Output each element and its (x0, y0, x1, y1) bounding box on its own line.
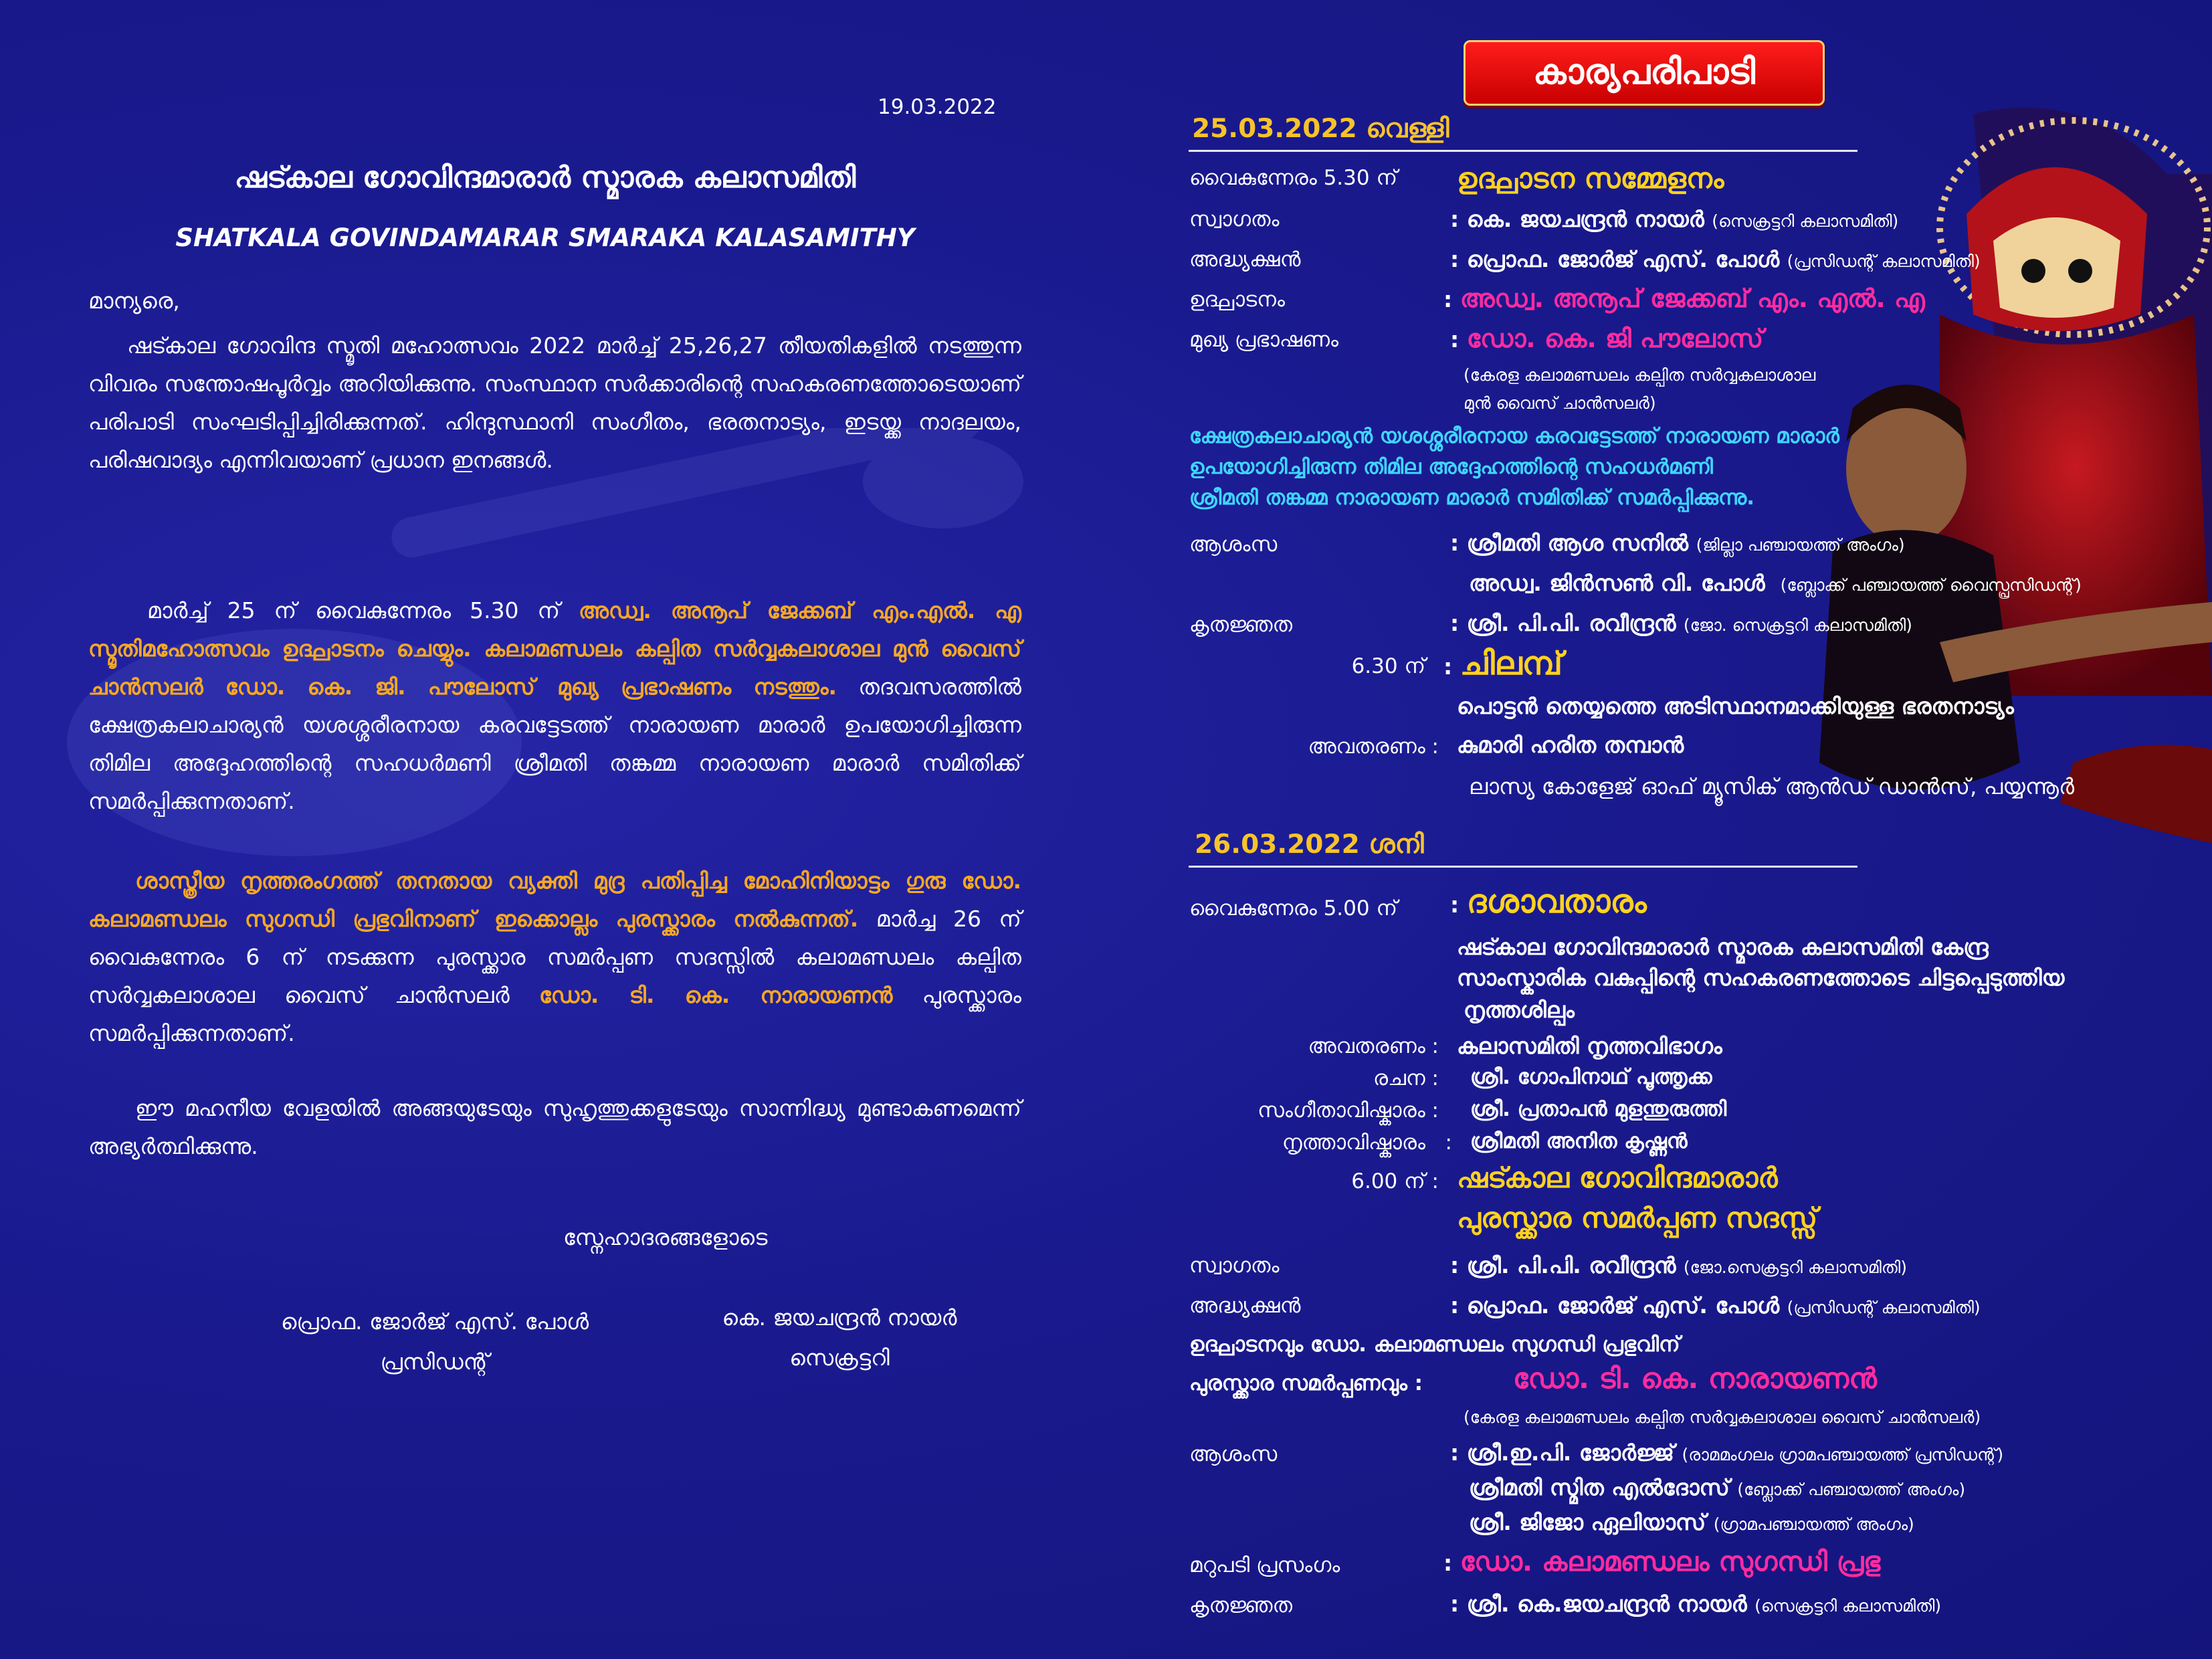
d2-greet1-value: : ശ്രീ.ഇ.പി. ജോർജ്ജ് (രാമമംഗലം ഗ്രാമപഞ്ചായത്ത് പ്രസിഡന്റ്) (1450, 1440, 2004, 1466)
closing-greeting: സ്നേഹാദരങ്ങളോടെ (563, 1224, 768, 1250)
greet1-value: : ശ്രീമതി ആശ സനിൽ (ജില്ലാ പഞ്ചായത്ത് അംഗം) (1450, 530, 1905, 556)
award-presenter: ഡോ. ടി. കെ. നാരായണൻ (1513, 1362, 1877, 1395)
racha-value: ശ്രീ. ഗോപിനാഥ് പൂത്തൃക്ക (1470, 1065, 1712, 1089)
speech-note-1: (കേരള കലാമണ്ഡലം കല്പിത സർവ്വകലാശാല (1464, 365, 1816, 385)
chilambu-title: : ചിലമ്പ് (1443, 645, 1563, 682)
organization-name-malayalam: ഷട്കാല ഗോവിന്ദമാരാർ സ്മാരക കലാസമിതി (234, 161, 856, 195)
signature-president (254, 1302, 615, 1382)
music-value: ശ്രീ. പ്രതാപൻ മുളന്തുരുത്തി (1470, 1097, 1727, 1121)
d2-time: വൈകുന്നേരം 5.00 ന് (1189, 896, 1398, 920)
chair-value: : പ്രൊഫ. ജോർജ് എസ്. പോൾ (പ്രസിഡന്റ് കലാസമിതി) (1450, 246, 1981, 272)
perf-value: കുമാരി ഹരിത തമ്പാൻ (1457, 732, 1684, 758)
welcome-label: സ്വാഗതം (1189, 207, 1280, 231)
letter-date: 19.03.2022 (878, 95, 997, 119)
reply-value: : ഡോ. കലാമണ്ഡലം സുഗന്ധി പ്രഭു (1443, 1547, 1881, 1577)
secretary-name: കെ. ജയചന്ദ്രൻ നായർ (722, 1304, 957, 1331)
president-role: പ്രസിഡന്റ് (380, 1349, 490, 1375)
music-label: സംഗീതാവിഷ്കാരം : (1258, 1098, 1439, 1123)
day2-divider (1189, 866, 1857, 868)
award-presenter-note: (കേരള കലാമണ്ഡലം കല്പിത സർവ്വകലാശാല വൈസ് ചാൻസലർ) (1464, 1407, 1981, 1427)
thanks-value: : ശ്രീ. പി.പി. രവീന്ദ്രൻ (ജോ. സെക്രട്ടറി കലാസമിതി) (1450, 610, 1912, 636)
d2-perf-label: അവതരണം : (1308, 1034, 1439, 1058)
inauguration-label: ഉദ്ഘാടനം (1189, 288, 1285, 312)
inauguration-value: : അഡ്വ. അനൂപ് ജേക്കബ് എം. എൽ. എ (1443, 284, 1925, 313)
d1-event: ഉദ്ഘാടന സമ്മേളനം (1457, 162, 1724, 195)
greet2-value: അഡ്വ. ജിൻസൺ വി. പോൾ (ബ്ലോക്ക് പഞ്ചായത്ത് വൈസ്പ്രസിഡന്റ്) (1469, 570, 2082, 596)
perf-label: അവതരണം : (1308, 735, 1439, 759)
d2-welcome-value: : ശ്രീ. പി.പി. രവീന്ദ്രൻ (ജോ.സെക്രട്ടറി കലാസമിതി) (1450, 1252, 1907, 1278)
day1-divider (1189, 150, 1857, 152)
program-title: കാര്യപരിപാടി (1464, 40, 1825, 106)
d2-event: : ദശാവതാരം (1450, 883, 1647, 920)
letter-paragraph-3: ശാസ്ത്രീയ നൃത്തരംഗത്ത് തനതായ വ്യക്തി മുദ്ര പതിപ്പിച്ച മോഹിനിയാട്ടം ഗുരു ഡോ. കലാമണ്ഡലം സുഗന്ധി പ്രഭുവിനാണ് ഇക്കൊല്ലം പുരസ്ക്കാരം നൽകുന്നത്. മാർച്ച 26 ന് വൈകുന്നേരം 6 ന് നടക്കുന്ന പുരസ്ക്കാര സമർപ്പണ സദസ്സിൽ കലാമണ്ഡലം കല്പിത സർവ്വകലാശാല വൈസ് ചാൻസലർ ഡോ. ടി. കെ. നാരായണൻ പുരസ്ക്കാരം സമർപ്പിക്കുന്നതാണ്. (88, 868, 1022, 1046)
d2-desc-1: ഷട്കാല ഗോവിന്ദമാരാർ സ്മാരക കലാസമിതി കേന്ദ്ര (1457, 934, 1989, 960)
letter-paragraph-2: മാർച്ച് 25 ന് വൈകുന്നേരം 5.30 ന് അഡ്വ. അനൂപ് ജേക്കബ് എം.എൽ. എ സ്മൃതിമഹോത്സവം ഉദ്ഘാടനം ചെയ്യും. കലാമണ്ഡലം കല്പിത സർവ്വകലാശാല മുൻ വൈസ് ചാൻസലർ ഡോ. കെ. ജി. പൗലോസ് മുഖ്യ പ്രഭാഷണം നടത്തും. തദവസരത്തിൽ ക്ഷേത്രകലാചാര്യൻ യശശ്ശരീരനായ കരവട്ടേടത്ത് നാരായണ മാരാർ ഉപയോഗിച്ചിരുന്ന തിമില അദ്ദേഹത്തിന്റെ സഹധർമണി ശ്രീമതി തങ്കമ്മ നാരായണ മാരാർ സമിതിക്ക് സമർപ്പിക്കുന്നതാണ്. (88, 597, 1021, 814)
thimila-dedication-1: ക്ഷേത്രകലാചാര്യൻ യശശ്ശരീരനായ കരവട്ടേടത്ത് നാരായണ മാരാർ (1189, 424, 1839, 448)
speech-label: മുഖ്യ പ്രഭാഷണം (1189, 328, 1338, 352)
chilambu-description: പൊട്ടൻ തെയ്യത്തെ അടിസ്ഥാനമാക്കിയുള്ള ഭരതനാട്യം (1457, 693, 2014, 719)
thanks-label: കൃതജ്ഞത (1189, 613, 1293, 637)
letter-paragraph-4: ഈ മഹനീയ വേളയിൽ അങ്ങയുടേയും സുഹൃത്തുക്കളുടേയും സാന്നിദ്ധ്യ മുണ്ടാകണമെന്ന് അഭ്യർത്ഥിക്കുന്നു. (88, 1095, 1021, 1159)
d2-thanks-value: : ശ്രീ. കെ.ജയചന്ദ്രൻ നായർ (സെക്രട്ടറി കലാസമിതി) (1450, 1591, 1942, 1617)
salutation: മാന്യരെ, (88, 288, 180, 314)
organization-name-english: SHATKALA GOVINDAMARAR SMARAKA KALASAMITHY (175, 223, 915, 252)
d2-perf-value: കലാസമിതി നൃത്തവിഭാഗം (1457, 1033, 1722, 1059)
thimila-dedication-2: ഉപയോഗിച്ചിരുന്ന തിമില അദ്ദേഹത്തിന്റെ സഹധർമണി (1189, 455, 1713, 479)
speech-value: : ഡോ. കെ. ജി പൗലോസ് (1450, 324, 1764, 353)
letter-paragraph-1: ഷട്കാല ഗോവിന്ദ സ്മൃതി മഹോത്സവം 2022 മാർച്ച് 25,26,27 തീയതികളിൽ നടത്തുന്ന വിവരം സന്തോഷപൂർവ്വം അറിയിക്കുന്നു. സംസ്ഥാന സർക്കാരിന്റെ സഹകരണത്തോടെയാണ് പരിപാടി സംഘടിപ്പിച്ചിരിക്കുന്നത്. ഹിന്ദുസ്ഥാനി സംഗീതം, ഭരതനാട്യം, ഇടയ്ക്ക നാദലയം, പരിഷവാദ്യം എന്നിവയാണ് പ്രധാന ഇനങ്ങൾ. (88, 332, 1021, 473)
dance-label: നൃത്താവിഷ്കാരം : (1282, 1131, 1452, 1155)
award-inauguration-line-2: പുരസ്ക്കാര സമർപ്പണവും : (1189, 1371, 1423, 1395)
time-600: 6.00 ന് : (1351, 1169, 1439, 1193)
d1-time: വൈകുന്നേരം 5.30 ന് (1189, 166, 1398, 190)
perf-institution: ലാസ്യ കോളേജ് ഓഫ് മ്യൂസിക് ആൻഡ് ഡാൻസ്, പയ്യന്നൂർ (1469, 773, 2075, 799)
welcome-value: : കെ. ജയചന്ദ്രൻ നായർ (സെക്രട്ടറി കലാസമിതി) (1450, 206, 1899, 232)
secretary-role: സെക്രട്ടറി (789, 1345, 890, 1371)
d2-desc-2: സാംസ്കാരിക വകുപ്പിന്റെ സഹകരണത്തോടെ ചിട്ടപ്പെടുത്തിയ (1457, 965, 2065, 991)
d2-desc-3: നൃത്തശില്പം (1464, 997, 1575, 1023)
d2-welcome-label: സ്വാഗതം (1189, 1254, 1280, 1278)
racha-label: രചന : (1373, 1066, 1439, 1090)
day2-date: 26.03.2022 ശനി (1195, 830, 1424, 860)
award-title-2: പുരസ്ക്കാര സമർപ്പണ സദസ്സ് (1457, 1201, 1818, 1234)
d2-thanks-label: കൃതജ്ഞത (1189, 1593, 1293, 1618)
award-title-1: ഷട്കാല ഗോവിന്ദമാരാർ (1457, 1161, 1778, 1194)
d2-greet2-value: ശ്രീമതി സ്മിത എൽദോസ് (ബ്ലോക്ക് പഞ്ചായത്ത് അംഗം) (1469, 1474, 1966, 1500)
president-name: പ്രൊഫ. ജോർജ് എസ്. പോൾ (280, 1308, 589, 1335)
thimila-dedication-3: ശ്രീമതി തങ്കമ്മ നാരായണ മാരാർ സമിതിക്ക് സമർപ്പിക്കുന്നു. (1189, 486, 1755, 510)
signature-secretary (696, 1298, 983, 1378)
speech-note-2: മുൻ വൈസ് ചാൻസലർ) (1464, 393, 1656, 413)
d2-chair-value: : പ്രൊഫ. ജോർജ് എസ്. പോൾ (പ്രസിഡന്റ് കലാസമിതി) (1450, 1292, 1981, 1319)
time-630: 6.30 ന് (1351, 654, 1425, 678)
d2-chair-label: അദ്ധ്യക്ഷൻ (1189, 1294, 1301, 1318)
chair-label: അദ്ധ്യക്ഷൻ (1189, 248, 1301, 272)
reply-label: മറുപടി പ്രസംഗം (1189, 1553, 1340, 1577)
d2-greet3-value: ശ്രീ. ജിജോ ഏലിയാസ് (ഗ്രാമപഞ്ചായത്ത് അംഗം) (1469, 1509, 1914, 1535)
greet-label: ആശംസ (1189, 532, 1278, 557)
dance-value: ശ്രീമതി അനിത കൃഷ്ണൻ (1470, 1129, 1688, 1153)
day1-date: 25.03.2022 വെള്ളി (1192, 114, 1449, 144)
award-inauguration-line-1: ഉദ്ഘാടനവും ഡോ. കലാമണ്ഡലം സുഗന്ധി പ്രഭുവിന് (1189, 1333, 1680, 1357)
d2-greet-label: ആശംസ (1189, 1442, 1278, 1466)
